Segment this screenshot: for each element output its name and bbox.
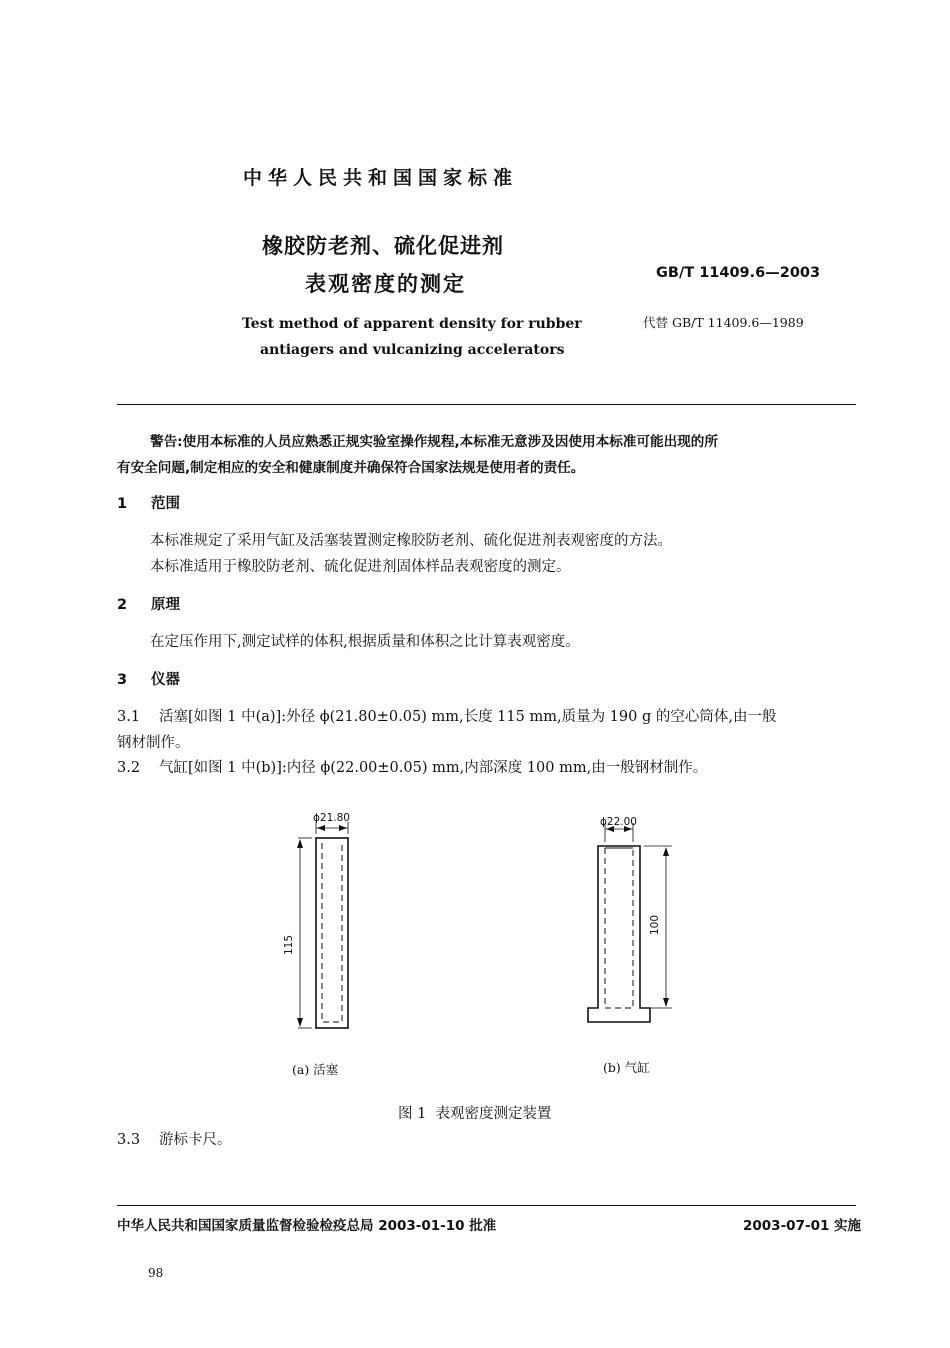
section-2-number: 2 — [117, 597, 128, 613]
cylinder-depth-label: 100 — [649, 914, 661, 936]
issued-by: 中华人民共和国国家质量监督检验检疫总局 2003-01-10 批准 — [117, 1218, 497, 1234]
section-1-number: 1 — [117, 496, 128, 512]
piston-length-label: 115 — [283, 934, 295, 956]
cylinder-depth-arrow-bottom — [663, 998, 669, 1007]
national-standard-heading: 中华人民共和国国家标准 — [243, 167, 519, 189]
section-2-paragraph-1: 在定压作用下,测定试样的体积,根据质量和体积之比计算表观密度。 — [150, 634, 580, 650]
cylinder-bore-hidden-lines — [605, 848, 633, 1008]
section-1-paragraph-1: 本标准规定了采用气缸及活塞装置测定橡胶防老剂、硫化促进剂表观密度的方法。 — [150, 533, 672, 549]
figure-b-caption: (b) 气缸 — [603, 1060, 650, 1075]
piston-len-arrow-top — [297, 839, 303, 848]
title-en-line2: antiagers and vulcanizing accelerators — [260, 342, 565, 358]
figure-a-caption: (a) 活塞 — [292, 1062, 339, 1077]
section-2-title: 原理 — [151, 597, 180, 613]
piston-outline — [316, 838, 348, 1028]
page-number: 98 — [148, 1266, 164, 1280]
standard-code: GB/T 11409.6—2003 — [656, 265, 821, 281]
item-3-2-text: 气缸[如图 1 中(b)]:内径 ϕ(22.00±0.05) mm,内部深度 100 mm,由一般钢材制作。 — [159, 760, 708, 776]
item-3-2-number: 3.2 — [117, 760, 141, 776]
section-1-paragraph-2: 本标准适用于橡胶防老剂、硫化促进剂固体样品表观密度的测定。 — [150, 559, 571, 575]
title-cn-line2: 表观密度的测定 — [305, 272, 466, 296]
section-1-title: 范围 — [151, 496, 180, 512]
section-3-number: 3 — [117, 672, 128, 688]
cylinder-diameter-label: ϕ22.00 — [600, 816, 637, 828]
item-3-1-text: 活塞[如图 1 中(a)]:外径 ϕ(21.80±0.05) mm,长度 115 mm,质量为 190 g 的空心筒体,由一般 — [159, 709, 777, 725]
footer-divider — [117, 1205, 856, 1206]
cylinder-depth-arrow-top — [663, 847, 669, 856]
warning-line2: 有安全问题,制定相应的安全和健康制度并确保符合国家法规是使用者的责任。 — [117, 460, 585, 476]
piston-hidden-lines — [322, 843, 342, 1022]
title-cn-line1: 橡胶防老剂、硫化促进剂 — [262, 234, 504, 258]
item-3-3-line1 — [117, 1130, 232, 1150]
implementation-date: 2003-07-01 实施 — [743, 1218, 862, 1234]
piston-drawing — [297, 822, 348, 1028]
piston-diameter-label: ϕ21.80 — [313, 812, 350, 824]
cylinder-outline — [588, 846, 650, 1022]
piston-len-arrow-bottom — [297, 1018, 303, 1027]
piston-dia-arrow-left — [317, 825, 325, 831]
item-3-1-line2: 钢材制作。 — [117, 735, 190, 751]
item-3-1-number: 3.1 — [117, 709, 141, 725]
section-3-title: 仪器 — [151, 672, 180, 688]
figure-1-caption: 图 1 表观密度测定装置 — [398, 1106, 552, 1122]
replaces-standard: 代替 GB/T 11409.6—1989 — [643, 315, 804, 330]
title-en-line1: Test method of apparent density for rubber — [242, 316, 582, 332]
warning-line1: 警告:使用本标准的人员应熟悉正规实验室操作规程,本标准无意涉及因使用本标准可能出现的所 — [150, 434, 718, 450]
item-3-3-text: 游标卡尺。 — [159, 1132, 232, 1148]
item-3-3-number: 3.3 — [117, 1132, 141, 1148]
piston-dia-arrow-right — [339, 825, 347, 831]
